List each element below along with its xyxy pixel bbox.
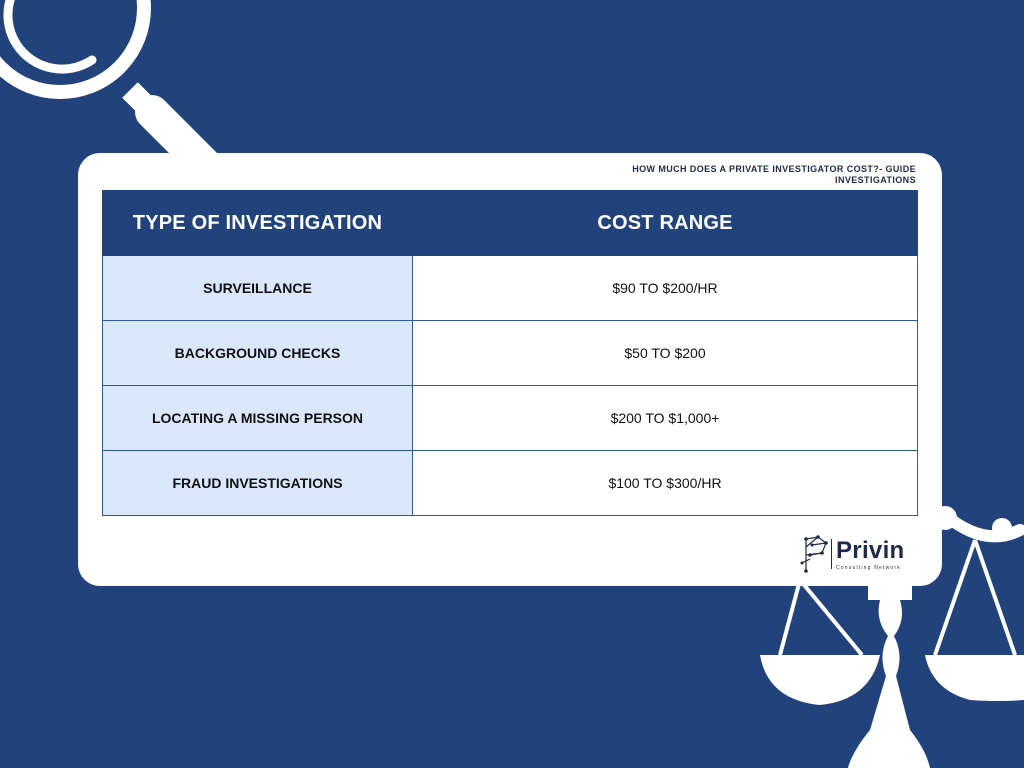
cost-cell: $90 TO $200/HR	[413, 256, 918, 321]
cost-card	[78, 153, 942, 586]
logo-wordmark: Privin	[836, 537, 905, 564]
cost-cell: $100 TO $300/HR	[413, 451, 918, 516]
table-row	[103, 386, 918, 451]
caption	[556, 164, 916, 186]
network-p-icon	[800, 533, 830, 573]
table-row	[103, 451, 918, 516]
table-row	[103, 256, 918, 321]
type-cell: LOCATING A MISSING PERSON	[103, 386, 413, 451]
logo-divider	[831, 539, 832, 569]
caption-line-1: HOW MUCH DOES A PRIVATE INVESTIGATOR COST?- GUIDE	[632, 164, 916, 174]
cost-table	[102, 190, 918, 516]
table-header-row	[103, 191, 918, 256]
caption-line-2: INVESTIGATIONS	[835, 175, 916, 185]
cost-cell: $200 TO $1,000+	[413, 386, 918, 451]
logo-tagline: Consulting Network	[836, 565, 901, 571]
cost-cell: $50 TO $200	[413, 321, 918, 386]
header-cost: COST RANGE	[413, 191, 918, 256]
type-cell: BACKGROUND CHECKS	[103, 321, 413, 386]
table-row	[103, 321, 918, 386]
header-type: TYPE OF INVESTIGATION	[103, 191, 413, 256]
privin-logo	[800, 533, 920, 573]
type-cell: SURVEILLANCE	[103, 256, 413, 321]
type-cell: FRAUD INVESTIGATIONS	[103, 451, 413, 516]
